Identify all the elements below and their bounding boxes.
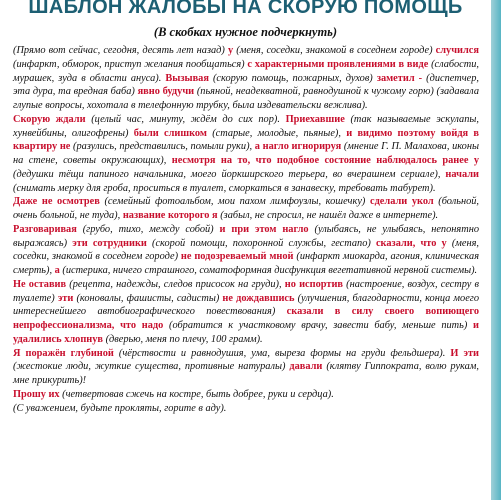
highlighted-phrase: Вызывая <box>165 72 209 84</box>
option-text: (четвертовав сжечь на костре, быть добрее, руки и сердца). <box>59 388 334 400</box>
option-text: (чёрствости и равнодушия, ума, выреза формы на груди фельдшера). <box>113 347 451 359</box>
option-text: (жестокие люди, жуткие существа, противные натуралы) <box>13 361 290 373</box>
highlighted-phrase: Прошу их <box>13 388 60 400</box>
option-text: (настроение, воздух, сестру в туалете) <box>13 278 479 304</box>
complaint-paragraph <box>13 278 479 347</box>
option-text: (разулись, представились, помыли руки), <box>70 141 255 153</box>
option-text: (инфаркт миокарда, агония, клиническая смерть), <box>13 251 479 276</box>
option-text: (инфаркт, обморок, приступ желания пообщаться) <box>13 58 248 70</box>
highlighted-phrase: случился <box>435 45 479 56</box>
option-text: (дверью, меня по плечу, 100 грамм). <box>103 333 263 345</box>
decorative-side-bar <box>491 0 501 500</box>
option-text: (дедушки тёщи папиного начальника, моего йоркширского терьера, во вчерашнем сериале), <box>13 168 446 180</box>
complaint-paragraph <box>13 388 479 402</box>
option-text: (скорую помощь, пожарных, духов) <box>208 72 377 84</box>
option-text: (целый час, минуту, ждём до сих пор). <box>85 113 286 125</box>
highlighted-phrase: Приехавшие <box>285 113 345 125</box>
option-text: (улучшения, благодарности, конца моего интереснейшего автобиографического повествования) <box>13 292 479 318</box>
option-text: (скорой помощи, похоронной службы, гестапо) <box>146 237 376 249</box>
option-text: (улыбаясь, не улыбаясь, непонятно выражаясь) <box>13 223 479 249</box>
option-text: (истерика, ничего страшного, соматоформная дисфункция вегетативной нервной системы). <box>59 265 478 276</box>
highlighted-phrase: сказали в силу своего вопиющего непрофессионализма, что надо <box>13 306 479 331</box>
highlighted-phrase: эти сотрудники <box>72 237 147 249</box>
option-text: (обратится к участковому врачу, завести бабу, меньше пить) <box>163 320 474 331</box>
option-text: (слабости, мурашек, зуда в области ануса). <box>13 58 479 84</box>
highlighted-phrase: явно будучи <box>137 86 195 98</box>
highlighted-phrase: не подозреваемый мной <box>180 251 294 263</box>
highlighted-phrase: несмотря на то, что подобное состояние наблюдалось ранее у <box>171 155 479 166</box>
highlighted-phrase: Разговаривая <box>13 223 77 235</box>
highlighted-phrase: но испортив <box>284 278 343 290</box>
highlighted-phrase: были слишком <box>133 127 207 139</box>
option-text: (снимать мерку для гроба, проситься в туалет, сморкаться в занавеску, требовать табурет). <box>13 182 436 194</box>
highlighted-phrase: и при этом нагло <box>219 223 309 235</box>
highlighted-phrase: Я поражён глубиной <box>13 347 114 359</box>
highlighted-phrase: сделали укол <box>369 196 434 208</box>
highlighted-phrase: а <box>54 265 60 276</box>
complaint-paragraph <box>13 402 479 416</box>
option-text: (мнение Г. П. Малахова, иконы на стене, советы окружающих), <box>13 141 479 166</box>
highlighted-phrase: а нагло игнорируя <box>254 141 342 153</box>
option-text: (диспетчер, эта дура, та вредная баба) <box>13 72 479 98</box>
option-text: (рецепта, надежды, следов присосок на груди), <box>66 278 285 290</box>
highlighted-phrase: Даже не осмотрев <box>13 196 100 208</box>
option-text: (коновалы, фашисты, садисты) <box>73 292 223 304</box>
complaint-body <box>13 44 479 415</box>
complaint-paragraph <box>13 195 479 223</box>
option-text: (грубо, тихо, между собой) <box>76 223 220 235</box>
option-text: (так называемые эскулапы, хунвейбины, олигофрены) <box>13 113 479 139</box>
highlighted-phrase: сказали, что у <box>375 237 447 249</box>
complaint-paragraph <box>13 223 479 278</box>
highlighted-phrase: и видимо поэтому войдя в квартиру не <box>13 127 480 153</box>
option-text: (забыл, не спросил, не нашёл даже в интернете). <box>217 210 439 221</box>
highlighted-phrase: не дождавшись <box>222 292 295 304</box>
option-text: (меня, соседки, знакомой в соседнем городе) <box>13 237 480 263</box>
option-text: (старые, молодые, пьяные), <box>206 127 347 139</box>
highlighted-phrase: заметил - <box>376 72 423 84</box>
highlighted-phrase: Скорую ждали <box>13 113 86 125</box>
highlighted-phrase: давали <box>289 361 323 373</box>
highlighted-phrase: название которого я <box>122 210 218 221</box>
highlighted-phrase: Не оставив <box>13 278 67 290</box>
option-text: (клятву Гиппократа, волю рукам, мне прикурить)! <box>13 361 479 386</box>
complaint-paragraph <box>13 113 479 196</box>
page-title: ШАБЛОН ЖАЛОБЫ НА СКОРУЮ ПОМОЩЬ <box>28 0 463 18</box>
highlighted-phrase: И эти <box>450 347 479 359</box>
highlighted-phrase: начали <box>445 168 479 180</box>
highlighted-phrase: с характерными проявлениями в виде <box>247 58 429 70</box>
highlighted-phrase: эти <box>57 292 74 304</box>
option-text: (пьяной, неадекватной, равнодушной к чужому горю) (задавала глупые вопросы, хохотала в телефонную трубку, была издевательски вежлива). <box>13 86 479 111</box>
complaint-paragraph <box>13 347 479 388</box>
option-text: (Прямо вот сейчас, сегодня, десять лет назад) <box>13 45 228 56</box>
option-text: (С уважением, будьте прокляты, горите в аду). <box>13 402 227 414</box>
option-text: (семейный фотоальбом, мои пахом лимфоузлы, кошечку) <box>99 196 370 208</box>
option-text: (больной, очень больной, не туда), <box>13 196 480 221</box>
highlighted-phrase: и удалились хлопнув <box>13 320 479 345</box>
complaint-paragraph <box>13 44 479 113</box>
highlighted-phrase: у <box>227 45 234 56</box>
option-text: (меня, соседки, знакомой в соседнем городе) <box>233 45 436 56</box>
page-subtitle: (В скобках нужное подчеркнуть) <box>153 25 338 39</box>
